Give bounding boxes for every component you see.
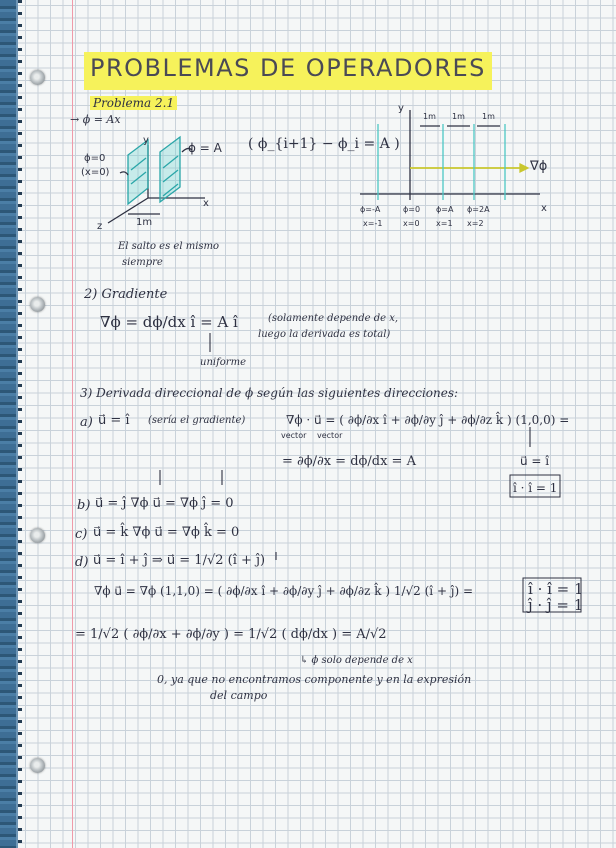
label-phi-4: ϕ=2A	[467, 205, 490, 214]
section2-equation: ∇ϕ = dϕ/dx î = A î	[100, 313, 238, 331]
label-gradient: ∇ϕ	[530, 159, 548, 174]
part-a-direction: u⃗ = î	[98, 413, 130, 428]
label-x-4: x=2	[467, 219, 484, 228]
part-a-label: a)	[80, 415, 93, 430]
zero-note-line2: del campo	[210, 689, 268, 702]
label-x-3: x=1	[436, 219, 453, 228]
part-d-equation-1: u⃗ = î + ĵ ⇒ u⃗ = 1/√2 (î + ĵ)	[93, 553, 266, 568]
part-b-label: b)	[77, 498, 91, 513]
label-phi-A: ϕ = A	[188, 141, 222, 155]
label-axis-z-3d: z	[97, 221, 103, 232]
part-d-note: ↳ ϕ solo depende de x	[300, 655, 413, 666]
part-b-equation: u⃗ = ĵ ∇ϕ u⃗ = ∇ϕ ĵ = 0	[95, 496, 234, 511]
page-title: PROBLEMAS DE OPERADORES	[84, 52, 492, 90]
part-d-box-1: î · î = 1	[528, 580, 584, 598]
label-axis-y-3d: y	[143, 135, 149, 146]
label-span-2: 1m	[452, 112, 465, 121]
note-jump-line2: siempre	[122, 257, 163, 268]
section2-heading: 2) Gradiente	[84, 287, 168, 302]
problem-label: Problema 2.1	[90, 97, 177, 109]
part-d-box-2: ĵ · ĵ = 1	[528, 596, 584, 614]
part-c-equation: u⃗ = k̂ ∇ϕ u⃗ = ∇ϕ k̂ = 0	[93, 525, 240, 540]
part-c-label: c)	[75, 527, 88, 542]
phi-difference: ( ϕ_{i+1} − ϕ_i = A )	[248, 136, 400, 152]
zero-note-line1: 0, ya que no encontramos componente y en la expresión	[157, 673, 472, 686]
label-x-1: x=-1	[363, 219, 383, 228]
problem-given: → ϕ = Ax	[70, 113, 121, 126]
label-axis-x-2d: x	[541, 203, 547, 214]
label-phi-1: ϕ=-A	[360, 205, 381, 214]
note-jump-line1: El salto es el mismo	[118, 241, 220, 252]
label-span-1: 1m	[423, 112, 436, 121]
label-phi-3: ϕ=A	[436, 205, 454, 214]
label-axis-y-2d: y	[398, 103, 404, 114]
part-a-vector-label-2: vector	[317, 431, 343, 440]
label-phi-zero: ϕ=0	[84, 153, 106, 164]
part-a-side-1: u⃗ = î	[520, 454, 550, 468]
label-axis-x-3d: x	[203, 198, 209, 209]
part-d-equation-3: = 1/√2 ( ∂ϕ/∂x + ∂ϕ/∂y ) = 1/√2 ( dϕ/dx ) = A/√2	[75, 627, 387, 642]
part-a-vector-label-1: vector	[281, 431, 307, 440]
part-a-result: = ∂ϕ/∂x = dϕ/dx = A	[282, 454, 416, 469]
label-span-3d: 1m	[136, 217, 153, 228]
part-d-label: d)	[75, 555, 89, 570]
part-a-equation: ∇ϕ · u⃗ = ( ∂ϕ/∂x î + ∂ϕ/∂y ĵ + ∂ϕ/∂z k̂ ) (1,0,0) =	[286, 413, 570, 427]
section2-note-line2: luego la derivada es total)	[258, 329, 391, 340]
label-phi-2: ϕ=0	[403, 205, 421, 214]
section2-note-line1: (solamente depende de x,	[268, 313, 399, 324]
part-a-note: (sería el gradiente)	[148, 415, 246, 426]
label-span-3: 1m	[482, 112, 495, 121]
section2-uniform: uniforme	[200, 357, 246, 368]
part-a-side-2: î · î = 1	[513, 481, 558, 495]
label-x-2: x=0	[403, 219, 420, 228]
part-d-equation-2: ∇ϕ u⃗ = ∇ϕ (1,1,0) = ( ∂ϕ/∂x î + ∂ϕ/∂y ĵ + ∂ϕ/∂z k̂ ) 1/√2 (î + ĵ) =	[94, 584, 474, 598]
label-x-zero: (x=0)	[81, 167, 110, 178]
section3-heading: 3) Derivada direccional de ϕ según las siguientes direcciones:	[80, 386, 459, 400]
